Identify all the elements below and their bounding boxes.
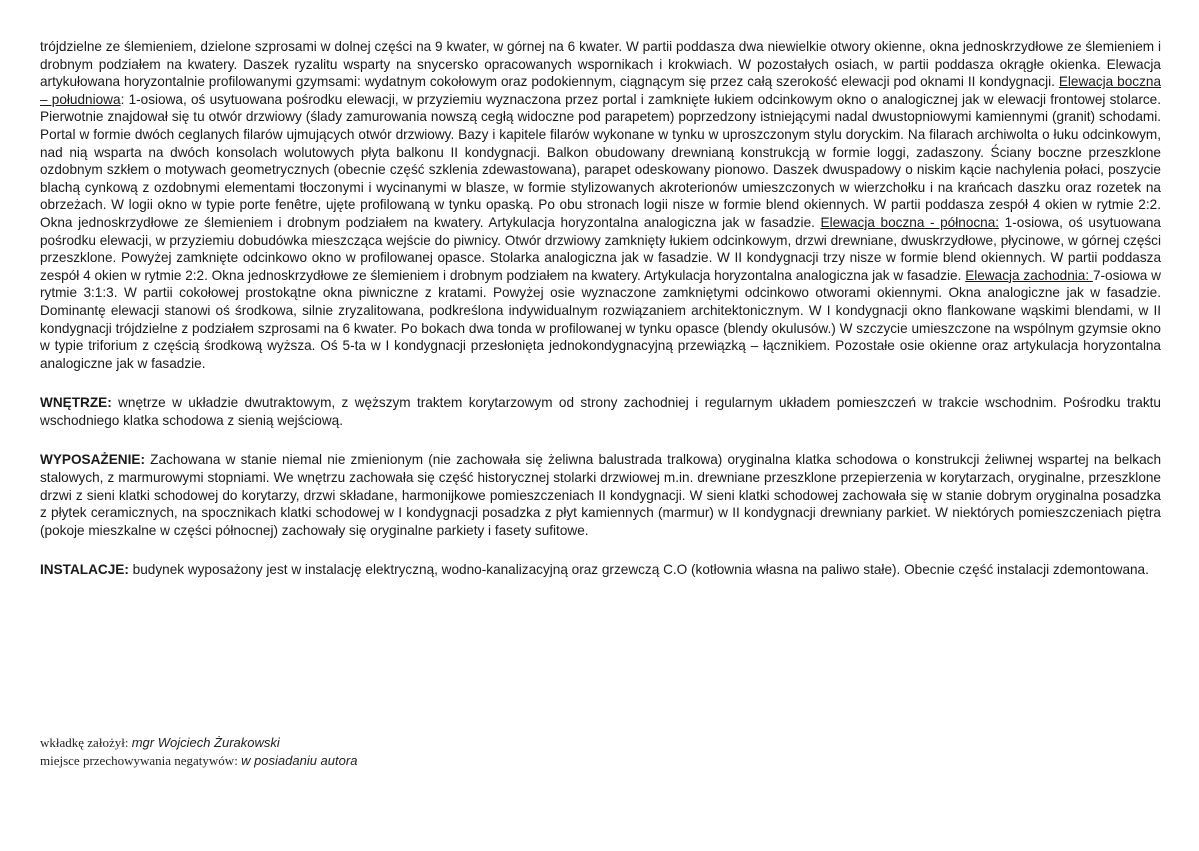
interior-text: wnętrze w układzie dwutraktowym, z węższym traktem korytarzowym od strony zachodniej i regularnym układem pomieszczeń w trakcie wschodnim. Pośrodku traktu wschodniego klatka schodowa z sienią wejściową. — [40, 395, 1161, 428]
author-label: wkładkę założył: — [40, 735, 132, 750]
author-value: mgr Wojciech Żurakowski — [131, 735, 280, 750]
equipment-heading: WYPOSAŻENIE: — [40, 452, 145, 468]
paragraph-text: : 1-osiowa, oś usytuowana pośrodku elewacji, w przyziemiu wyznaczona przez portal i zamknięte łukiem odcinkowym okno o analogicznej jak w elewacji frontowej stolarce. Pierwotnie znajdował się tu otwór drzwiowy (ślady zamurowania nowszą cegłą widoczne pod parapetem) poprzedzony istniejącymi nadal dwustopniowymi kamiennymi (granit) schodami. Portal w formie dwóch ceglanych filarów ujmujących otwór drzwiowy. Bazy i kapitele filarów wykonane w tynku w uproszczonym stylu doryckim. Na filarach archiwolta o łuku odcinkowym, nad nią wsparta na dwóch konsolach wolutowych płyta balkonu II kondygnacji. Balkon obudowany drewnianą konstrukcją w formie loggi, zadaszony. Ściany boczne przeszklone ozdobnym szkłem o motywach geometrycznych (obecnie część szklenia zdewastowana), parapet odeskowany pionowo. Daszek dwuspadowy o niskim kącie nachylenia połaci, poszycie blachą cynkową z ozdobnymi elementami tłoczonymi i wycinanymi w blasze, w formie stylizowanych akroterionów umieszczonych w wierzchołku i na krańcach daszku oraz rozetek na obrzeżach. W logii okno w typie porte fenêtre, ujęte profilowaną w tynku opaską. Po obu stronach logii nisze w formie blend okiennych. W partii poddasza zespół 4 okien w rytmie 2:2. Okna jednoskrzydłowe ze ślemieniem i drobnym podziałem na kwatery. Artykulacja horyzontalna analogiczna jak w fasadzie. — [40, 91, 1162, 230]
interior-paragraph — [40, 394, 1161, 429]
section-label-west-elevation: Elewacja zachodnia: — [965, 267, 1093, 283]
section-label-south-elevation: Elewacja boczna – południowa — [40, 74, 1162, 107]
document-footer — [40, 734, 357, 770]
equipment-text: Zachowana w stanie niemal nie zmienionym (nie zachowała się żeliwna balustrada tralkowa) oryginalna klatka schodowa o konstrukcji żeliwnej wspartej na belkach stalowych, z marmurowymi stopniami. We wnętrzu zachowała się część historycznej stolarki drzwiowej m.in. drewniane przeszklone przepierzenia w korytarzach, oryginalne, przeszklone drzwi z sieni klatki schodowej do korytarzy, drzwi składane, harmonijkowe pomieszczeniach II kondygnacji. W sieni klatki schodowej zachowała się w stanie dobrym oryginalna posadzka z płytek ceramicznych, na spocznikach klatki schodowej w I kondygnacji posadzka z płyt kamiennych (marmur) w II kondygnacji drewniany parkiet. W niektórych pomieszczeniach piętra (pokoje mieszkalne w części północnej) zachowały się oryginalne parkiety i fasety sufitowe. — [40, 452, 1161, 538]
equipment-paragraph — [40, 451, 1161, 539]
paragraph-text: trójdzielne ze ślemieniem, dzielone szprosami w dolnej części na 9 kwater, w górnej na 6 kwater. W partii poddasza dwa niewielkie otwory okienne, okna jednoskrzydłowe ze ślemieniem i drobnym podziałem na kwatery. Daszek ryzalitu wsparty na snycersko opracowanych wspornikach i krokwiach. W pozostałych osiach, w partii poddasza okrągłe okienka. Elewacja artykułowana horyzontalnie profilowanymi gzymsami: wydatnym cokołowym oraz podokiennym, ciągnącym się przez całą szerokość elewacji pod oknami II kondygnacji. — [40, 39, 1161, 90]
installations-text: budynek wyposażony jest w instalację elektryczną, wodno-kanalizacyjną oraz grzewczą C.O (kotłownia własna na paliwo stałe). Obecnie część instalacji zdemontowana. — [128, 562, 1149, 578]
paragraph-text: 1-osiowa, oś usytuowana pośrodku elewacji, w przyziemiu dobudówka mieszcząca wejście do piwnicy. Otwór drzwiowy zamknięty łukiem odcinkowym, drzwi drewniane, dwuskrzydłowe, płycinowe, w górnej części przeszklone. Powyżej zamknięte odcinkowo okno w profilowanej opasce. Stolarka analogiczna jak w fasadzie. W II kondygnacji trzy nisze w formie blend okiennych. W partii poddasza zespół 4 okien w rytmie 2:2. Okna jednoskrzydłowe ze ślemieniem i drobnym podziałem na kwatery. Artykulacja horyzontalna analogiczna jak w fasadzie. — [40, 214, 1161, 283]
negatives-label: miejsce przechowywania negatywów: — [40, 753, 242, 768]
installations-paragraph — [40, 561, 1161, 579]
elevations-paragraph — [40, 38, 1161, 372]
paragraph-text: 7-osiowa w rytmie 3:1:3. W partii cokołowej prostokątne okna piwniczne z kratami. Powyżej osie wyznaczone zamkniętymi odcinkowo otworami okiennymi. Okna analogiczne jak w fasadzie. Dominantę elewacji stanowi oś środkowa, silnie zryzalitowana, podkreślona indywidualnym rozwiązaniem architektonicznym. W I kondygnacji okno flankowane wąskimi blendami, w II kondygnacji trójdzielne z podziałem szprosami na 6 kwater. Po bokach dwa tonda w profilowanej w tynku opasce (blendy okulusów.) W szczycie umieszczone na wspólnym gzymsie okno w typie triforium z częścią środkową wyższa. Oś 5-ta w I kondygnacji przesłonięta jednokondygnacyjną przewiązką – łącznikiem. Pozostałe osie okienne oraz artykulacja horyzontalna analogiczne jak w fasadzie. — [40, 267, 1161, 371]
interior-heading: WNĘTRZE: — [40, 395, 112, 411]
negatives-value: w posiadaniu autora — [241, 753, 358, 768]
installations-heading: INSTALACJE: — [40, 562, 129, 578]
section-label-north-elevation: Elewacja boczna - północna: — [820, 214, 1000, 230]
negatives-line — [40, 752, 357, 770]
author-line — [40, 734, 357, 752]
